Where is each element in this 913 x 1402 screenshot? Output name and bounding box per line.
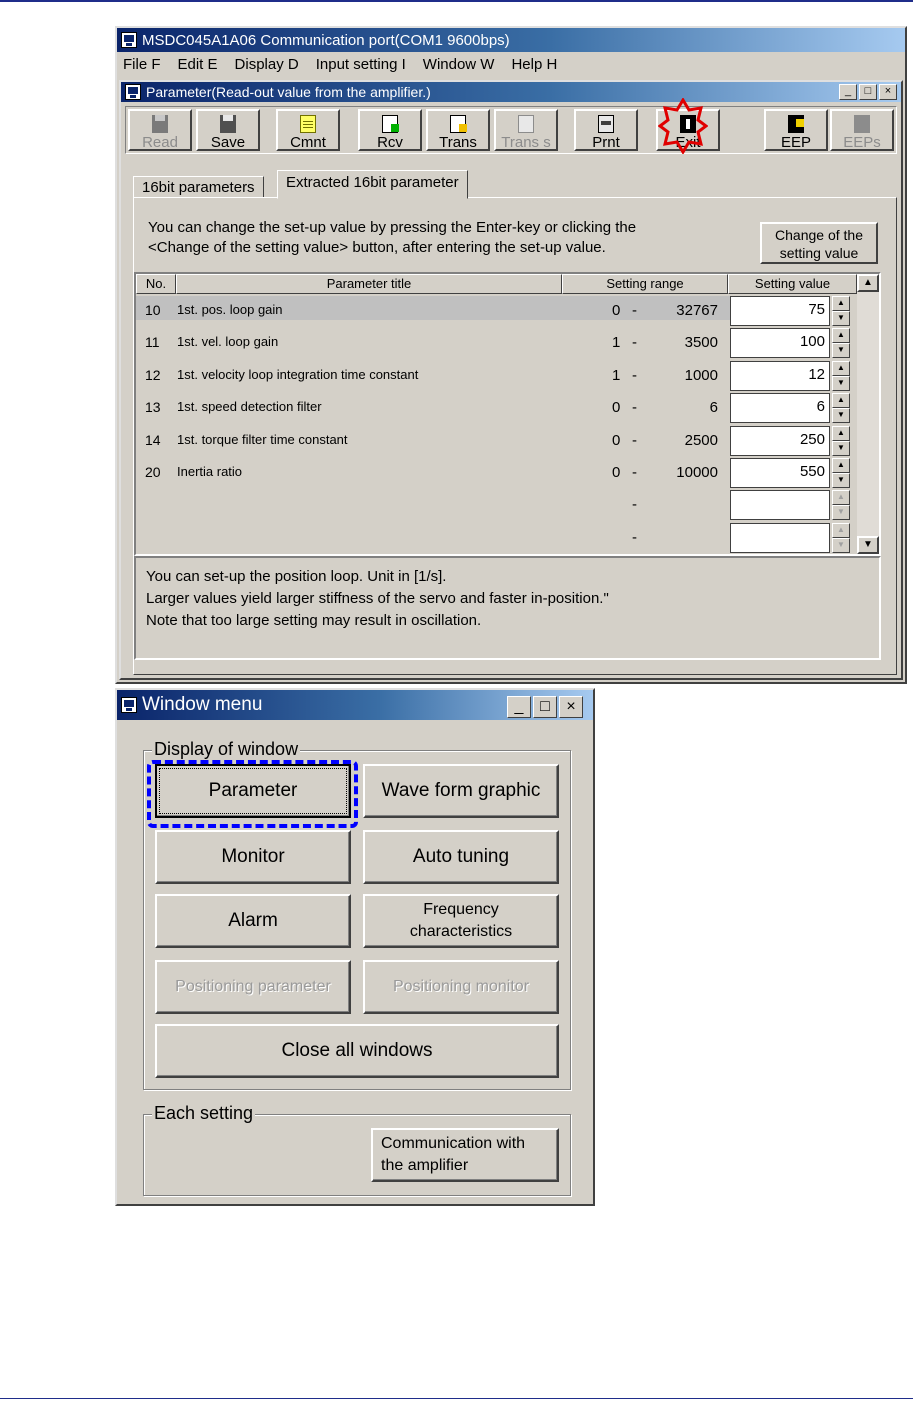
auto-tuning-button[interactable]: Auto tuning: [363, 830, 559, 884]
column-header-range[interactable]: Setting range: [562, 274, 728, 294]
value-spinner[interactable]: [832, 393, 850, 423]
save-button[interactable]: [196, 109, 260, 151]
row-range-dash: -: [632, 302, 637, 319]
instruction-line: <Change of the setting value> button, after entering the set-up value.: [148, 239, 606, 256]
setting-value-input[interactable]: [730, 490, 830, 520]
setting-value-input[interactable]: 550: [730, 458, 830, 488]
scroll-track[interactable]: [857, 292, 879, 536]
receive-icon: [382, 115, 398, 133]
parameter-window-title: Parameter(Read-out value from the amplifier.): [146, 84, 431, 100]
value-spinner[interactable]: [832, 458, 850, 488]
row-range-max: 6: [709, 399, 718, 417]
grid-header: [136, 274, 857, 294]
app-icon: [121, 32, 137, 48]
table-row[interactable]: [136, 521, 857, 553]
exit-highlight-starburst-icon: [658, 98, 708, 154]
frequency-label-line: Frequency: [423, 901, 499, 918]
spin-up-icon[interactable]: ▲: [832, 523, 850, 538]
maximize-button[interactable]: □: [859, 84, 877, 100]
description-line: Note that too large setting may result in oscillation.: [146, 612, 482, 629]
menu-input-setting[interactable]: Input setting I: [315, 55, 406, 73]
description-line: You can set-up the position loop. Unit in [1/s].: [146, 568, 447, 585]
communication-with-amplifier-button[interactable]: [371, 1128, 559, 1182]
row-range-dash: -: [632, 496, 637, 514]
row-number: 20: [145, 464, 161, 480]
app-title: MSDC045A1A06 Communication port(COM1 9600bps): [142, 31, 510, 49]
positioning-parameter-button[interactable]: Positioning parameter: [155, 960, 351, 1014]
row-range-min: 0: [612, 464, 621, 481]
window-menu-titlebar[interactable]: [117, 690, 593, 720]
receive-button[interactable]: [358, 109, 422, 151]
row-number: 12: [145, 366, 161, 383]
comment-button[interactable]: [276, 109, 340, 151]
save-icon: [220, 115, 236, 133]
spin-down-icon[interactable]: ▼: [832, 538, 850, 553]
exit-label: Exit: [675, 134, 701, 151]
parameter-button-highlight: [147, 760, 358, 828]
spin-up-icon[interactable]: ▲: [832, 393, 850, 408]
disk-icon: [152, 115, 168, 133]
menu-help[interactable]: Help H: [511, 55, 558, 73]
value-spinner[interactable]: [832, 361, 850, 391]
row-title: 1st. velocity loop integration time constant: [177, 366, 419, 382]
eeprom-icon: [788, 115, 804, 133]
frequency-label-line: characteristics: [409, 923, 513, 940]
row-number: 11: [145, 334, 160, 351]
menu-bar: [117, 52, 905, 76]
row-range-max: 2500: [684, 431, 718, 449]
alarm-button[interactable]: Alarm: [155, 894, 351, 948]
menu-window[interactable]: Window W: [422, 55, 495, 73]
row-range-dash: -: [632, 334, 637, 352]
window-icon: [121, 697, 137, 713]
setting-value-input[interactable]: 6: [730, 393, 830, 423]
transmit-s-label: Trans s: [501, 134, 551, 151]
window-icon: [125, 84, 141, 100]
change-button-line: setting value: [779, 245, 859, 261]
spin-up-icon[interactable]: ▲: [832, 328, 850, 343]
value-spinner[interactable]: [832, 523, 850, 553]
row-title: 1st. torque filter time constant: [177, 431, 348, 447]
scroll-down-icon[interactable]: ▼: [857, 536, 879, 554]
instruction-line: You can change the set-up value by pressing the Enter-key or clicking the: [148, 219, 637, 236]
table-row[interactable]: [136, 456, 857, 488]
row-range-dash: -: [632, 528, 637, 546]
column-header-no[interactable]: No.: [136, 274, 176, 294]
communication-label-line: Communication with: [381, 1135, 526, 1152]
description-line: Larger values yield larger stiffness of the servo and faster in-position.": [146, 590, 609, 607]
instruction-text: [148, 218, 636, 258]
waveform-graphic-button[interactable]: Wave form graphic: [363, 764, 559, 818]
note-icon: [300, 115, 316, 133]
transmit-icon: [450, 115, 466, 133]
close-button[interactable]: ×: [879, 84, 897, 100]
row-number: 13: [145, 399, 161, 416]
row-title: 1st. vel. loop gain: [177, 334, 279, 350]
tab-extracted-16bit-parameter[interactable]: Extracted 16bit parameter: [277, 170, 468, 199]
spin-down-icon[interactable]: ▼: [832, 408, 850, 423]
group-label: Display of window: [154, 739, 299, 759]
print-label: Prnt: [592, 134, 620, 151]
spin-up-icon[interactable]: ▲: [832, 361, 850, 376]
eeps-button[interactable]: [830, 109, 894, 151]
value-spinner[interactable]: [832, 328, 850, 358]
spin-down-icon[interactable]: ▼: [832, 441, 850, 456]
parameter-button[interactable]: Parameter: [155, 764, 351, 818]
value-spinner[interactable]: [832, 296, 850, 326]
row-range-dash: -: [632, 366, 637, 384]
setting-value-input[interactable]: 75: [730, 296, 830, 326]
close-all-windows-button[interactable]: Close all windows: [155, 1024, 559, 1078]
column-header-value[interactable]: Setting value: [728, 274, 857, 294]
page-bottom-rule: [0, 1398, 913, 1399]
table-row[interactable]: [136, 326, 857, 358]
parameter-description: [134, 556, 881, 660]
row-range-max: 10000: [676, 464, 718, 481]
page-top-rule: [0, 0, 913, 2]
menu-edit[interactable]: Edit E: [177, 55, 218, 73]
table-row[interactable]: [136, 359, 857, 391]
frequency-characteristics-button[interactable]: [363, 894, 559, 948]
spin-down-icon[interactable]: ▼: [832, 311, 850, 326]
close-button[interactable]: ×: [559, 696, 583, 718]
setting-value-input[interactable]: 100: [730, 328, 830, 358]
grid-vertical-scrollbar[interactable]: [857, 274, 879, 554]
row-range-max: 32767: [676, 302, 718, 319]
transmit-s-button[interactable]: [494, 109, 558, 151]
spin-down-icon[interactable]: ▼: [832, 505, 850, 520]
spin-up-icon[interactable]: ▲: [832, 296, 850, 311]
row-range-min: 0: [612, 431, 621, 449]
row-number: 14: [145, 431, 161, 448]
group-label: Each setting: [154, 1103, 254, 1123]
row-range-max: 3500: [684, 334, 718, 352]
eeps-label: EEPs: [843, 134, 881, 151]
read-button[interactable]: [128, 109, 192, 151]
maximize-button[interactable]: □: [533, 696, 557, 718]
eeprom-icon: [854, 115, 870, 133]
change-button-line: Change of the: [775, 227, 863, 243]
setting-value-input[interactable]: [730, 523, 830, 553]
spin-down-icon[interactable]: ▼: [832, 473, 850, 488]
transmit-label: Trans: [439, 134, 477, 151]
setting-value-input[interactable]: 12: [730, 361, 830, 391]
row-title: 1st. speed detection filter: [177, 399, 322, 415]
table-row[interactable]: [136, 391, 857, 423]
transmit-button[interactable]: [426, 109, 490, 151]
row-range-min: 1: [612, 334, 621, 352]
tab-16bit-parameters[interactable]: 16bit parameters: [133, 176, 264, 198]
value-spinner[interactable]: [832, 490, 850, 520]
setting-value-input[interactable]: 250: [730, 426, 830, 456]
row-range-min: 0: [612, 302, 621, 319]
row-number: 10: [145, 302, 161, 318]
read-label: Read: [142, 134, 178, 151]
column-header-title[interactable]: Parameter title: [176, 274, 562, 294]
spin-up-icon[interactable]: ▲: [832, 490, 850, 505]
value-spinner[interactable]: [832, 426, 850, 456]
parameter-grid: [134, 272, 881, 556]
row-range-dash: -: [632, 431, 637, 449]
spin-up-icon[interactable]: ▲: [832, 426, 850, 441]
window-menu-title: Window menu: [142, 694, 263, 715]
scroll-up-icon[interactable]: ▲: [857, 274, 879, 292]
monitor-button[interactable]: Monitor: [155, 830, 351, 884]
receive-label: Rcv: [377, 134, 403, 151]
menu-file[interactable]: File F: [123, 55, 161, 73]
row-title: 1st. pos. loop gain: [177, 302, 283, 317]
table-row[interactable]: [136, 424, 857, 456]
app-titlebar[interactable]: [117, 28, 905, 52]
menu-display[interactable]: Display D: [234, 55, 299, 73]
row-title: Inertia ratio: [177, 464, 243, 479]
eep-label: EEP: [780, 134, 811, 151]
positioning-monitor-button[interactable]: Positioning monitor: [363, 960, 559, 1014]
row-range-dash: -: [632, 399, 637, 417]
row-range-dash: -: [632, 464, 637, 481]
save-label: Save: [210, 134, 246, 151]
eep-button[interactable]: [764, 109, 828, 151]
comment-label: Cmnt: [290, 134, 326, 151]
communication-label-line: the amplifier: [381, 1157, 469, 1174]
spin-down-icon[interactable]: ▼: [832, 343, 850, 358]
row-range-min: 0: [612, 399, 621, 417]
print-button[interactable]: [574, 109, 638, 151]
minimize-button[interactable]: _: [507, 696, 531, 718]
change-setting-value-button[interactable]: [760, 222, 878, 264]
spin-down-icon[interactable]: ▼: [832, 376, 850, 391]
row-range-min: 1: [612, 366, 621, 384]
row-range-max: 1000: [684, 366, 718, 384]
spin-up-icon[interactable]: ▲: [832, 458, 850, 473]
toolbar: [125, 106, 897, 154]
table-row[interactable]: [136, 294, 857, 326]
parameter-window-titlebar[interactable]: [121, 82, 901, 102]
minimize-button[interactable]: _: [839, 84, 857, 100]
printer-icon: [598, 115, 614, 133]
transmit-icon: [518, 115, 534, 133]
table-row[interactable]: [136, 488, 857, 520]
